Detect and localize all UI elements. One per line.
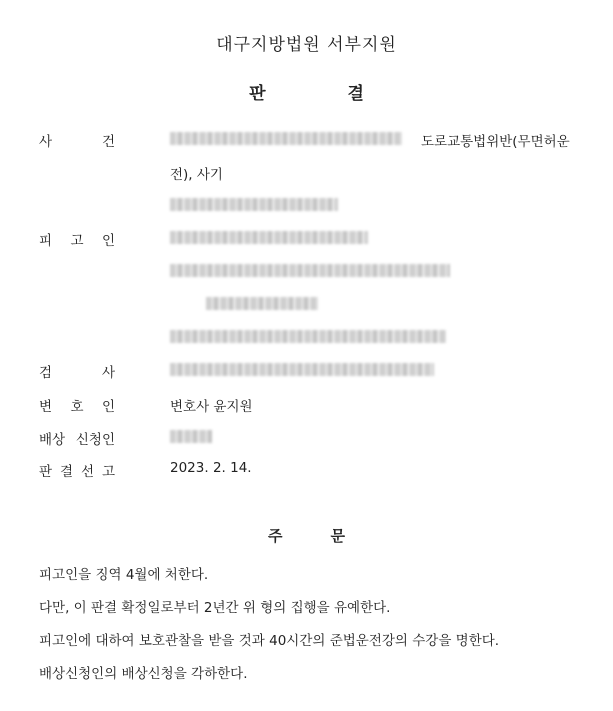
redacted-case-number-2 <box>170 198 338 211</box>
redacted-prosecutor-names <box>170 363 434 376</box>
redacted-defendant-address-cont <box>206 297 318 310</box>
counsel-label <box>39 395 115 415</box>
label-char: 결 <box>59 464 74 480</box>
defendant-label <box>39 229 115 249</box>
label-char: 사 <box>39 134 53 150</box>
label-char: 피 <box>39 233 53 249</box>
order-title-char: 주 <box>268 527 283 545</box>
redacted-case-number <box>170 132 402 145</box>
case-name-continued: 전), 사기 <box>170 167 223 183</box>
label-char: 인 <box>101 233 115 249</box>
prosecutor-label <box>39 361 115 381</box>
label-char: 인 <box>101 399 115 415</box>
label-char: 고 <box>70 233 84 249</box>
label-char: 고 <box>101 464 115 480</box>
doc-type-char: 결 <box>347 84 364 104</box>
doc-type-char: 판 <box>249 84 266 104</box>
redacted-applicant-name <box>170 430 212 443</box>
order-line: 피고인을 징역 4월에 처한다. <box>39 567 209 583</box>
order-line: 다만, 이 판결 확정일로부터 2년간 위 형의 집행을 유예한다. <box>39 600 391 616</box>
applicant-label <box>39 428 115 448</box>
order-title-char: 문 <box>330 527 345 545</box>
case-label <box>39 130 115 150</box>
label-char: 신청인 <box>75 432 115 448</box>
order-line: 배상신청인의 배상신청을 각하한다. <box>39 666 248 682</box>
court-name: 대구지방법원 서부지원 <box>216 35 397 55</box>
label-char: 사 <box>101 365 115 381</box>
counsel-name: 변호사 윤지원 <box>170 399 253 415</box>
sentencing-date: 2023. 2. 14. <box>170 460 252 476</box>
redacted-defendant-registered <box>170 330 446 343</box>
order-title <box>0 525 613 546</box>
redacted-defendant-info <box>170 231 368 244</box>
label-char: 건 <box>101 134 115 150</box>
label-char: 검 <box>39 365 53 381</box>
label-char: 판 <box>39 464 53 480</box>
label-char: 호 <box>70 399 84 415</box>
label-char: 배상 <box>39 432 66 448</box>
label-char: 선 <box>80 464 95 480</box>
label-char: 변 <box>39 399 53 415</box>
sentencing-date-label <box>39 460 115 480</box>
order-line: 피고인에 대하여 보호관찰을 받을 것과 40시간의 준법운전강의 수강을 명한다. <box>39 633 500 649</box>
document-type-title <box>0 79 613 104</box>
redacted-defendant-address <box>170 264 450 277</box>
case-name: 도로교통법위반(무면허운 <box>421 134 570 150</box>
